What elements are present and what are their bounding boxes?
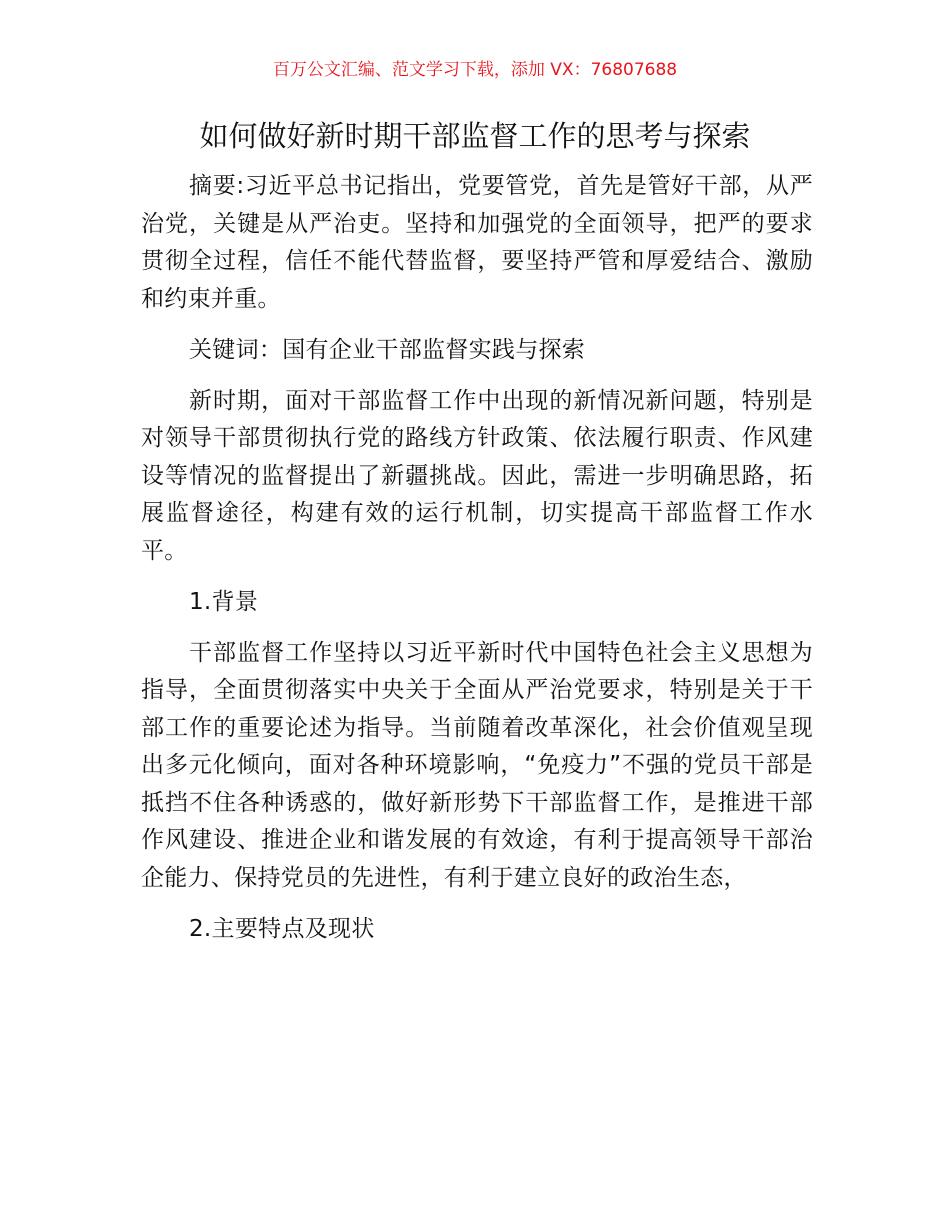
section-heading-background: 1.背景	[189, 589, 259, 615]
section-heading-features: 2.主要特点及现状	[189, 916, 375, 942]
intro-paragraph: 新时期，面对干部监督工作中出现的新情况新问题，特别是对领导干部贯彻执行党的路线方针政策、依法履行职责、作风建设等情况的监督提出了新疆挑战。因此，需进一步明确思路，拓展监督途径，构建有效的运行机制，切实提高干部监督工作水平。	[141, 387, 813, 564]
promo-header: 百万公文汇编、范文学习下载，添加 VX：76807688	[272, 60, 678, 80]
abstract-paragraph: 摘要:习近平总书记指出，党要管党，首先是管好干部，从严治党，关键是从严治吏。坚持和加强党的全面领导，把严的要求贯彻全过程，信任不能代替监督，要坚持严管和厚爱结合、激励和约束并重。	[141, 173, 813, 312]
keywords-line: 关键词：国有企业干部监督实践与探索	[189, 337, 586, 363]
document-title: 如何做好新时期干部监督工作的思考与探索	[199, 119, 751, 153]
document-body	[141, 168, 813, 962]
background-paragraph: 干部监督工作坚持以习近平新时代中国特色社会主义思想为指导，全面贯彻落实中央关于全面从严治党要求，特别是关于干部工作的重要论述为指导。当前随着改革深化，社会价值观呈现出多元化倾向，面对各种环境影响，“免疫力”不强的党员干部是抵挡不住各种诱惑的，做好新形势下干部监督工作，是推进干部作风建设、推进企业和谐发展的有效途，有利于提高领导干部治企能力、保持党员的先进性，有利于建立良好的政治生态，	[141, 639, 813, 891]
